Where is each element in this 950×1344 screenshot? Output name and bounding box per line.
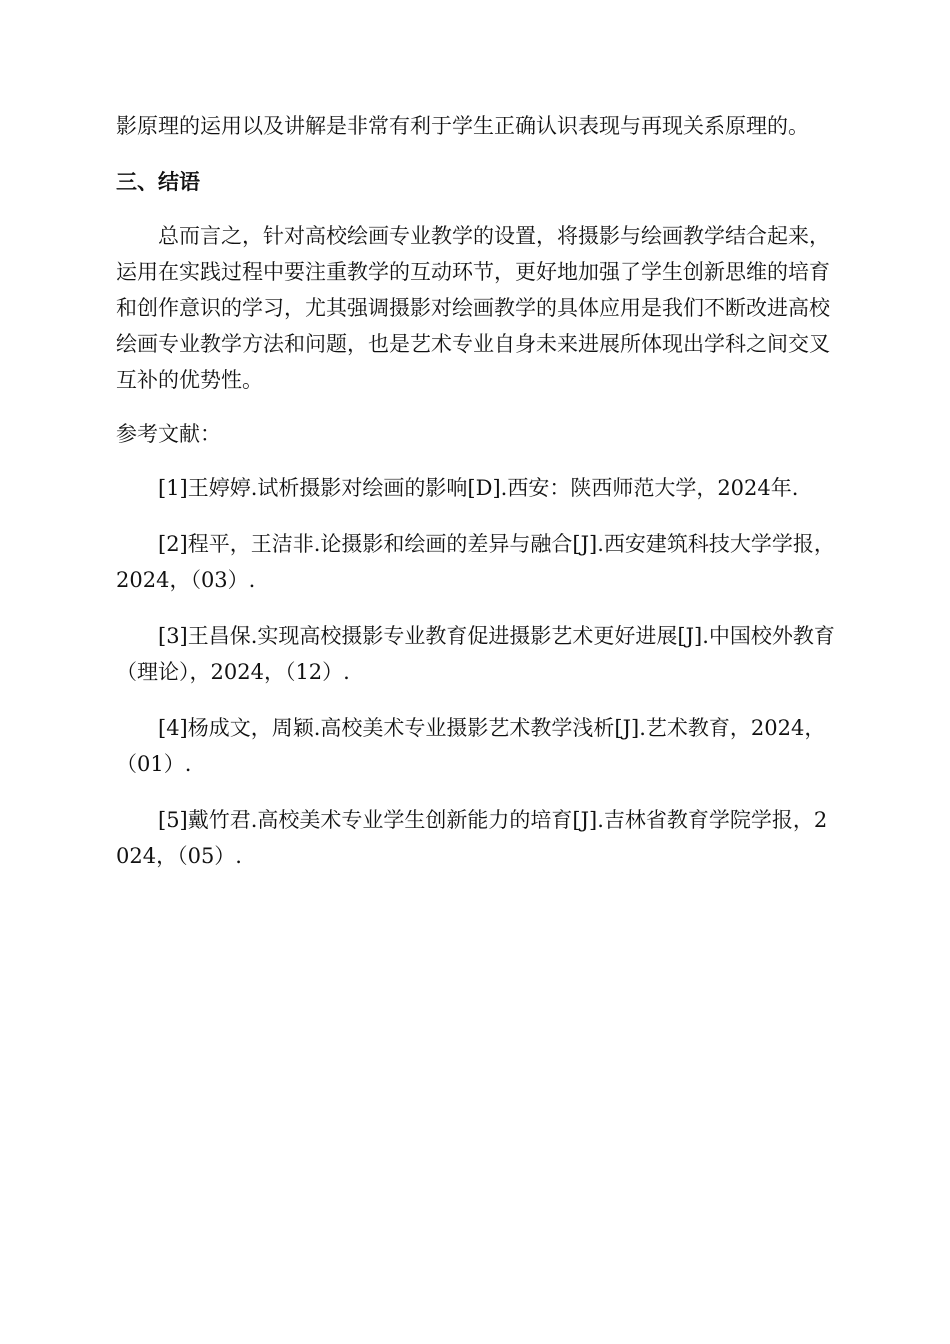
reference-item-4: [4]杨成文，周颖.高校美术专业摄影艺术教学浅析[J].艺术教育，2024，（01）. xyxy=(116,716,826,776)
section-heading-conclusion: 三、结语 xyxy=(116,170,200,194)
reference-item-5: [5]戴竹君.高校美术专业学生创新能力的培育[J].吉林省教育学院学报，2024，（05）. xyxy=(116,808,828,868)
conclusion-paragraph: 总而言之，针对高校绘画专业教学的设置，将摄影与绘画教学结合起来，运用在实践过程中要注重教学的互动环节，更好地加强了学生创新思维的培育和创作意识的学习，尤其强调摄影对绘画教学的具体应用是我们不断改进高校绘画专业教学方法和问题，也是艺术专业自身未来进展所体现出学科之间交叉互补的优势性。 xyxy=(116,224,830,392)
document-page xyxy=(116,108,836,894)
reference-item-2: [2]程平，王洁非.论摄影和绘画的差异与融合[J].西安建筑科技大学学报，2024，（03）. xyxy=(116,532,835,592)
reference-item-1: [1]王婷婷.试析摄影对绘画的影响[D].西安：陕西师范大学，2024年. xyxy=(158,476,799,500)
reference-item-3: [3]王昌保.实现高校摄影专业教育促进摄影艺术更好进展[J].中国校外教育（理论），2024，（12）. xyxy=(116,624,835,684)
references-list xyxy=(116,470,836,874)
continuation-paragraph: 影原理的运用以及讲解是非常有利于学生正确认识表现与再现关系原理的。 xyxy=(116,114,809,138)
references-label: 参考文献： xyxy=(116,422,221,446)
